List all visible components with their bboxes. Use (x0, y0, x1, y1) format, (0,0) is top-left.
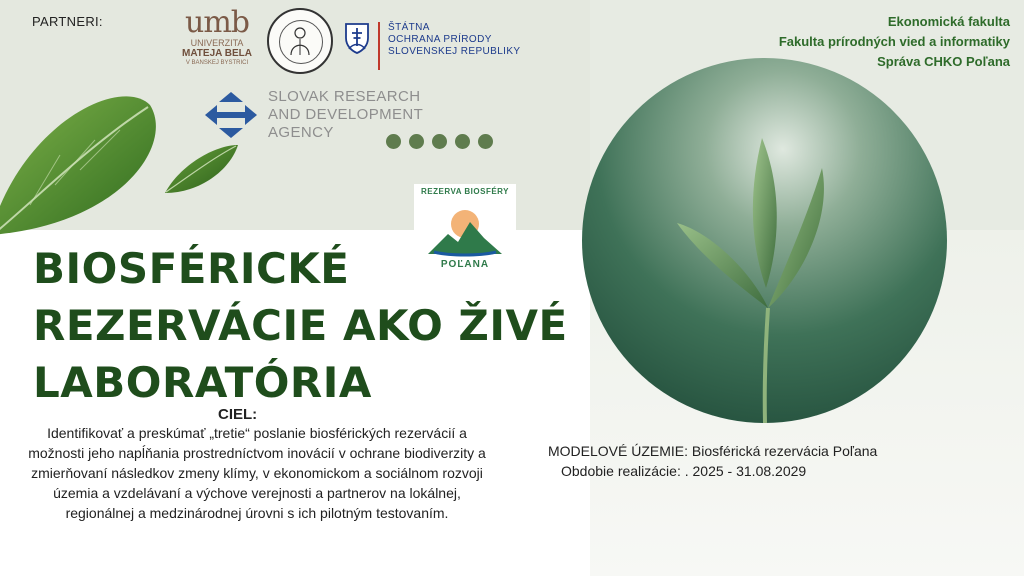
reserve-arc-text: REZERVA BIOSFÉRY (420, 187, 509, 196)
sop-divider (378, 22, 380, 70)
title-line1: BIOSFÉRICKÉ (33, 244, 350, 293)
sop-line2: OCHRANA PRÍRODY (388, 34, 492, 45)
faculty-item: Fakulta prírodných vied a informatiky (778, 34, 1010, 49)
title-line2: REZERVÁCIE AKO ŽIVÉ (33, 301, 568, 350)
page-title (33, 240, 568, 411)
umb-logo-line3: V BANSKEJ BYSTRICI (185, 60, 249, 66)
leaves-illustration (0, 85, 240, 255)
slovak-coat-of-arms-icon (344, 22, 370, 54)
sop-logo-text (388, 22, 521, 58)
umb-logo-mark: umb (185, 5, 249, 40)
umb-logo-line1: UNIVERZITA (190, 38, 244, 48)
dot (455, 134, 470, 149)
srda-line2: AND DEVELOPMENT (268, 106, 424, 123)
faculty-item: Ekonomická fakulta (887, 14, 1010, 29)
srda-arrows-icon (205, 92, 257, 138)
period-text: Obdobie realizácie: . 2025 - 31.08.2029 (561, 463, 807, 479)
sprout-photo-illustration (582, 58, 947, 423)
faculty-item: Správa CHKO Poľana (877, 54, 1010, 69)
srda-line1: SLOVAK RESEARCH (268, 88, 421, 105)
dot (386, 134, 401, 149)
dot (432, 134, 447, 149)
faculties-list (779, 12, 1010, 72)
goal-text: Identifikovať a preskúmať „tretie“ poslanie biosférických rezervácií a možnosti jeho napĺňania prostredníctvom inovácií v ochrane biodiverzity a zmierňovaní následkov zmeny klímy, v ekonomickom a sociálnom rozvoji územia a vzdelávaní a výchove verejnosti a partnerov na lokálnej, regionálnej a medzinárodnej úrovni s ich pilotným testovaním. (28, 425, 486, 521)
decorative-dots (386, 134, 493, 149)
sop-line1: ŠTÁTNA (388, 22, 430, 33)
model-area-text: MODELOVÉ ÚZEMIE: Biosférická rezervácia Poľana (548, 443, 878, 459)
ukf-seal-logo (267, 8, 333, 74)
dot (409, 134, 424, 149)
sop-line3: SLOVENSKEJ REPUBLIKY (388, 46, 521, 57)
reserve-name: POĽANA (440, 259, 490, 270)
srda-line3: AGENCY (268, 124, 334, 141)
sprout-photo (582, 58, 947, 423)
partners-label: PARTNERI: (32, 14, 103, 29)
umb-logo-line2: MATEJA BELA (182, 48, 252, 59)
seal-figure-icon (287, 26, 313, 56)
goal-label: CIEL: (218, 406, 258, 423)
dot (478, 134, 493, 149)
title-line3: LABORATÓRIA (33, 358, 372, 407)
umb-logo (176, 5, 258, 67)
